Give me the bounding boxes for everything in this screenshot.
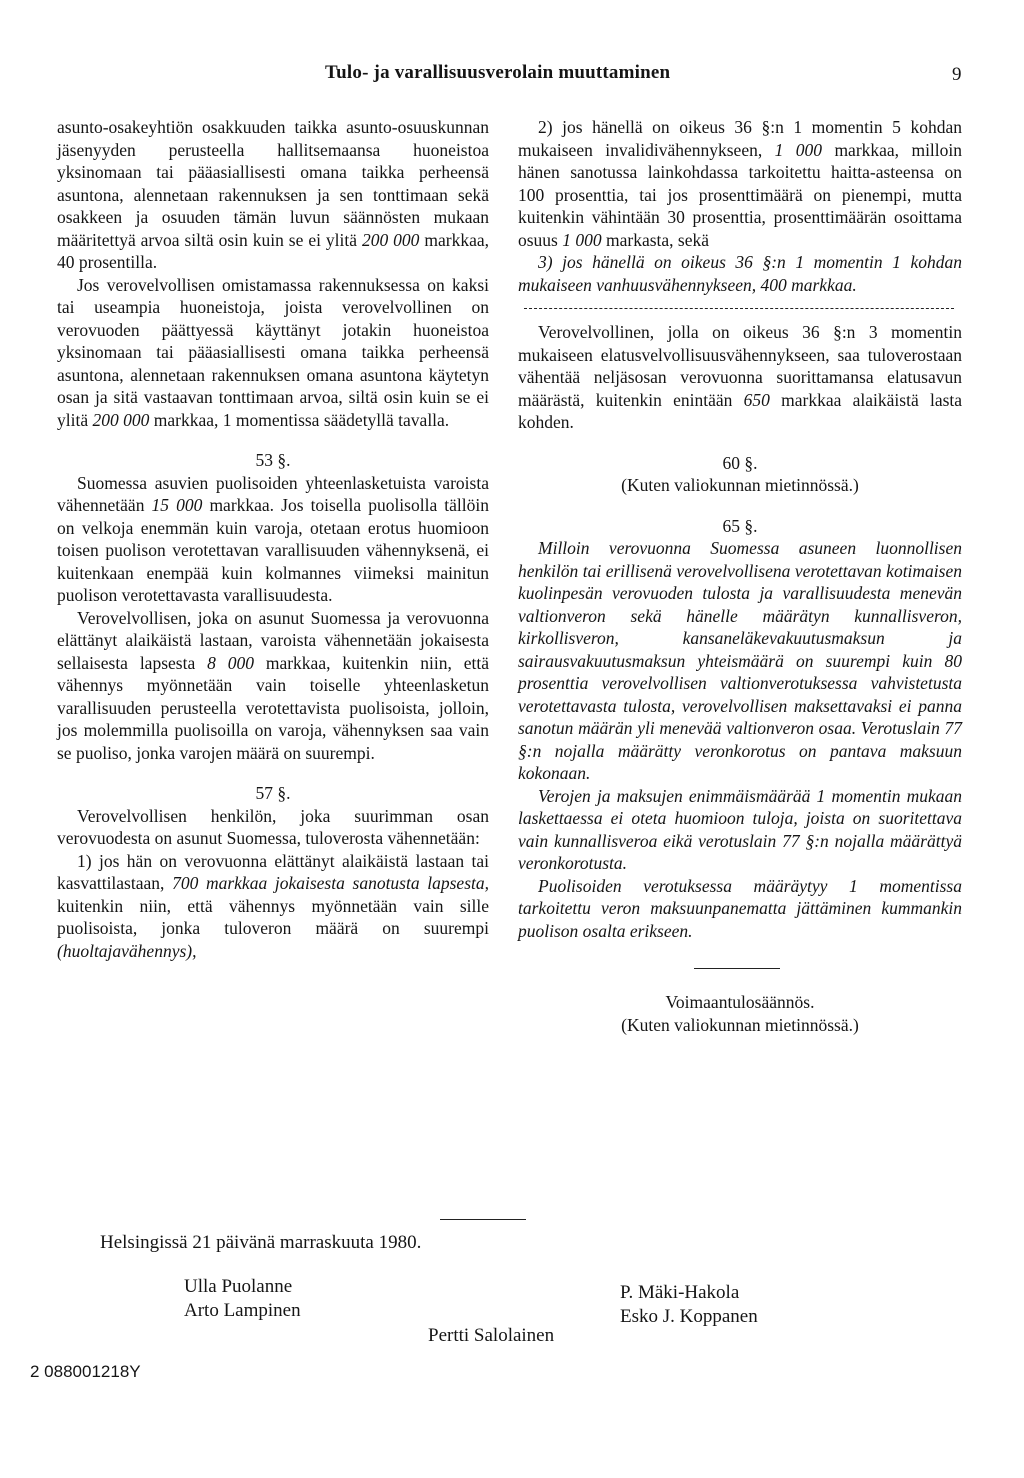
- paragraph: 2) jos hänellä on oikeus 36 §:n 1 momentin 5 kohdan mukaiseen invalidivähennykseen, 1 000 markkaa, milloin hänen sanotussa lainkohdassa tarkoitettu haitta-asteensa on 100 prosenttia, tai jos prosenttimäärä on pienempi, mutta kuitenkin vähintään 30 prosenttia, prosenttimäärän osoittama osuus 1 000 markasta, sekä: [518, 117, 963, 250]
- signatory-name: Ulla Puolanne: [184, 1276, 293, 1297]
- paragraph: Verovelvollisen henkilön, joka suurimman osan verovuodesta on asunut Suomessa, tuloverosta vähennetään:: [57, 805, 489, 848]
- omission-dashes: [524, 308, 954, 309]
- section-heading: 53 §.: [255, 450, 291, 470]
- page-title: Tulo- ja varallisuusverolain muuttaminen: [325, 62, 671, 83]
- paragraph: (Kuten valiokunnan mietinnössä.): [621, 475, 859, 495]
- page-number: 9: [952, 64, 962, 85]
- left-column: [57, 116, 489, 962]
- signatory-name: Arto Lampinen: [184, 1300, 301, 1321]
- section-heading: 60 §.: [722, 452, 758, 473]
- paragraph: Milloin verovuonna Suomessa asuneen luonnollisen henkilön tai erillisenä verovelvollisena verotettavan kotimaisen kuolinpesän verovuoden tulosta ja varallisuudesta menevän valtionveron sekä hänelle määrätyn kunnallisveron, kirkollisveron, kansaneläkevakuutusmaksun ja sairausvakuutusmaksun yhteismäärä on suurempi kuin 80 prosenttia verovelvollisen valtionverotuksessa vahvistetusta verotettavasta tulosta, verovelvollisen maksettavaksi ei panna sanotun määrän yli menevää valtionveron osaa. Verotuslain 77 §:n nojalla määrätty veronkorotus on pantava maksuun kokonaan.: [518, 538, 962, 783]
- signatory-name: P. Mäki-Hakola: [620, 1282, 740, 1303]
- paragraph: 3) jos hänellä on oikeus 36 §:n 1 momentin 1 kohdan mukaiseen vanhuusvähennykseen, 400 markkaa.: [518, 252, 962, 295]
- paragraph: asunto-osakeyhtiön osakkuuden taikka asunto-osuuskunnan jäsenyyden perusteella hallitsemaansa huoneistoa yksinomaan tai pääasiallisesti omana taikka perheensä asuntona, alennetaan rakennuksen ja sen tonttimaan sekä osakkeen ja osuuden tämän luvun säännösten mukaan määritettyä arvoa siltä osin kuin se ei ylitä 200 000 markkaa, 40 prosentilla.: [57, 117, 489, 272]
- paragraph: Jos verovelvollisen omistamassa rakennuksessa on kaksi tai useampia huoneistoja, joista verovelvollinen on verovuoden päättyessä käyttänyt jotakin huoneistoa yksinomaan tai pääasiallisesti omana taikka perheensä asuntona, alennetaan rakennuksen omana asuntona käytetyn osan ja sitä vastaavan tonttimaan arvoa, siltä osin kuin se ei ylitä 200 000 markkaa, 1 momentissa säädetyllä tavalla.: [57, 274, 489, 430]
- paragraph: Verovelvollinen, jolla on oikeus 36 §:n 3 momentin mukaiseen elatusvelvollisuusvähennykseen, saa tuloverostaan vähentää neljäsosan verovuonna suorittamansa elatusavun määrästä, kuitenkin enintään 650 markkaa alaikäistä lasta kohden.: [518, 322, 963, 432]
- divider: [694, 968, 780, 969]
- paragraph: Voimaantulosäännös.: [665, 992, 815, 1012]
- paragraph: Verovelvollisen, joka on asunut Suomessa ja verovuonna elättänyt alaikäistä lastaan, varoista vähennetään jokaisesta sellaisesta lapsesta 8 000 markkaa, kuitenkin niin, että vähennys myönnetään vain toiselle yhteenlasketun varallisuuden perusteella verotettavista puolisoista, jolloin, jos molemmilla puolisoilla on varoja, vähennyksen saa vain se puoliso, jonka varojen määrä on suurempi.: [57, 607, 490, 763]
- section-heading: 57 §.: [255, 783, 291, 803]
- right-column: [518, 116, 962, 1036]
- divider: [440, 1219, 526, 1220]
- signatory-name: Pertti Salolainen: [428, 1325, 555, 1346]
- signatory-name: Esko J. Koppanen: [620, 1306, 758, 1327]
- paragraph: 1) jos hän on verovuonna elättänyt alaikäistä lastaan tai kasvattilastaan, 700 markkaa jokaisesta sanotusta lapsesta, kuitenkin niin, että vähennys myönnetään vain sille puolisoista, jonka tuloveron määrä on suurempi (huoltajavähennys),: [57, 850, 489, 961]
- section-heading: 65 §.: [722, 515, 758, 536]
- paragraph: Puolisoiden verotuksessa määräytyy 1 momentissa tarkoitettu veron maksuunpanematta jättäminen kummankin puolison osalta erikseen.: [518, 875, 962, 941]
- paragraph: Suomessa asuvien puolisoiden yhteenlasketuista varoista vähennetään 15 000 markkaa. Jos toisella puolisolla tällöin on velkoja enemmän kuin varoja, otetaan erotus huomioon toisen puolison verotettavan varallisuuden vähennyksenä, ei kuitenkaan enempää kuin kolmannes viimeksi mainitun puolison verotettavasta varallisuudesta.: [57, 472, 490, 605]
- paragraph: Verojen ja maksujen enimmäismäärää 1 momentin mukaan laskettaessa ei oteta huomioon tuloja, joista on suoritettava vain kunnallisveroa eikä verotuslain 77 §:n nojalla määrättyä veronkorotusta.: [518, 785, 962, 873]
- signature-date: Helsingissä 21 päivänä marraskuuta 1980.: [100, 1232, 422, 1253]
- footer-code: 2 088001218Y: [30, 1362, 141, 1381]
- paragraph: (Kuten valiokunnan mietinnössä.): [621, 1014, 859, 1035]
